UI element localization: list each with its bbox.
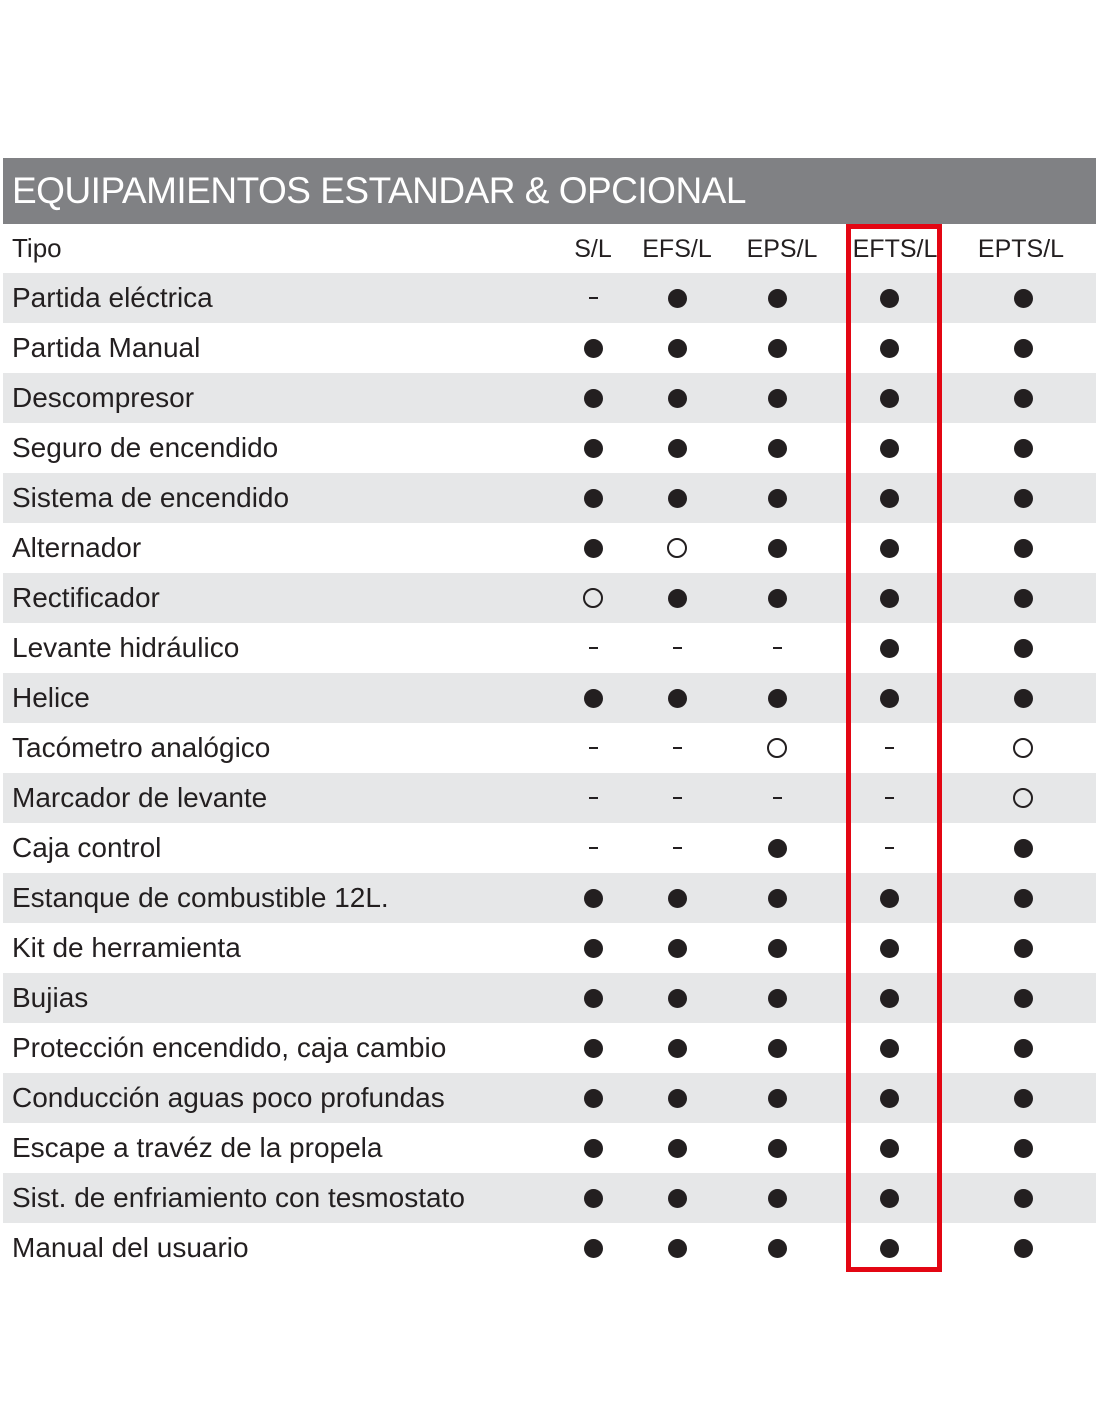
standard-dot-icon	[768, 589, 787, 608]
standard-dot-icon	[1014, 839, 1033, 858]
table-row	[3, 1223, 1096, 1273]
table-row	[3, 973, 1096, 1023]
table-header-row	[3, 224, 1096, 274]
standard-dot-icon	[668, 589, 687, 608]
standard-dot-icon	[1014, 1239, 1033, 1258]
cell-eps-l	[722, 523, 832, 573]
standard-dot-icon	[1014, 589, 1033, 608]
standard-dot-icon	[584, 339, 603, 358]
cell-epts-l	[968, 773, 1078, 823]
optional-circle-icon	[767, 738, 787, 758]
table-row	[3, 373, 1096, 423]
standard-dot-icon	[768, 489, 787, 508]
cell-efts-l	[834, 973, 944, 1023]
cell-eps-l	[722, 923, 832, 973]
cell-efs-l	[622, 1123, 732, 1173]
cell-efts-l	[834, 473, 944, 523]
cell-epts-l	[968, 723, 1078, 773]
table-row	[3, 323, 1096, 373]
cell-efs-l	[622, 973, 732, 1023]
row-label: Descompresor	[12, 382, 195, 413]
standard-dot-icon	[1014, 539, 1033, 558]
cell-epts-l	[968, 823, 1078, 873]
cell-eps-l	[722, 973, 832, 1023]
cell-efts-l	[834, 773, 944, 823]
table-row	[3, 1173, 1096, 1223]
optional-circle-icon	[1013, 788, 1033, 808]
not-available-dash-icon	[589, 797, 598, 799]
standard-dot-icon	[1014, 639, 1033, 658]
cell-eps-l	[722, 323, 832, 373]
cell-efts-l	[834, 1023, 944, 1073]
table-row	[3, 723, 1096, 773]
table-row	[3, 773, 1096, 823]
cell-efs-l	[622, 273, 732, 323]
row-label: Sistema de encendido	[12, 482, 290, 513]
cell-efs-l	[622, 573, 732, 623]
optional-circle-icon	[583, 588, 603, 608]
cell-epts-l	[968, 573, 1078, 623]
cell-epts-l	[968, 473, 1078, 523]
standard-dot-icon	[880, 989, 899, 1008]
cell-efs-l	[622, 373, 732, 423]
cell-efs-l	[622, 1223, 732, 1273]
standard-dot-icon	[668, 1239, 687, 1258]
standard-dot-icon	[1014, 1039, 1033, 1058]
standard-dot-icon	[880, 439, 899, 458]
cell-epts-l	[968, 973, 1078, 1023]
cell-eps-l	[722, 1023, 832, 1073]
not-available-dash-icon	[589, 647, 598, 649]
not-available-dash-icon	[589, 847, 598, 849]
row-label: Escape a travéz de la propela	[12, 1132, 383, 1163]
cell-epts-l	[968, 1073, 1078, 1123]
standard-dot-icon	[880, 639, 899, 658]
cell-efs-l	[622, 423, 732, 473]
standard-dot-icon	[1014, 689, 1033, 708]
standard-dot-icon	[584, 1039, 603, 1058]
row-label: Estanque de combustible 12L.	[12, 882, 389, 913]
standard-dot-icon	[668, 439, 687, 458]
row-label: Sist. de enfriamiento con tesmostato	[12, 1182, 465, 1213]
standard-dot-icon	[880, 489, 899, 508]
not-available-dash-icon	[589, 297, 598, 299]
cell-efts-l	[834, 923, 944, 973]
standard-dot-icon	[1014, 1089, 1033, 1108]
cell-efs-l	[622, 823, 732, 873]
row-label: Alternador	[12, 532, 142, 563]
cell-efs-l	[622, 623, 732, 673]
standard-dot-icon	[768, 539, 787, 558]
cell-efs-l	[622, 523, 732, 573]
standard-dot-icon	[880, 1239, 899, 1258]
standard-dot-icon	[668, 1089, 687, 1108]
standard-dot-icon	[1014, 939, 1033, 958]
cell-epts-l	[968, 1123, 1078, 1173]
standard-dot-icon	[768, 439, 787, 458]
standard-dot-icon	[668, 889, 687, 908]
standard-dot-icon	[880, 1139, 899, 1158]
cell-eps-l	[722, 1223, 832, 1273]
standard-dot-icon	[880, 289, 899, 308]
cell-eps-l	[722, 373, 832, 423]
standard-dot-icon	[1014, 1139, 1033, 1158]
not-available-dash-icon	[885, 747, 894, 749]
standard-dot-icon	[584, 939, 603, 958]
standard-dot-icon	[1014, 339, 1033, 358]
standard-dot-icon	[584, 1089, 603, 1108]
cell-epts-l	[968, 673, 1078, 723]
cell-efts-l	[834, 1073, 944, 1123]
table-row	[3, 923, 1096, 973]
standard-dot-icon	[668, 1039, 687, 1058]
cell-efts-l	[834, 423, 944, 473]
standard-dot-icon	[880, 339, 899, 358]
table-row	[3, 473, 1096, 523]
row-label: Caja control	[12, 832, 162, 863]
row-label: Marcador de levante	[12, 782, 268, 813]
header-col-eps-l: EPS/L	[746, 235, 818, 263]
standard-dot-icon	[768, 1239, 787, 1258]
cell-eps-l	[722, 823, 832, 873]
cell-epts-l	[968, 873, 1078, 923]
cell-efts-l	[834, 573, 944, 623]
cell-efs-l	[622, 1073, 732, 1123]
standard-dot-icon	[768, 689, 787, 708]
cell-epts-l	[968, 323, 1078, 373]
standard-dot-icon	[768, 289, 787, 308]
cell-efs-l	[622, 323, 732, 373]
cell-epts-l	[968, 1023, 1078, 1073]
standard-dot-icon	[584, 1239, 603, 1258]
header-col-efs-l: EFS/L	[642, 235, 712, 263]
table-title-bar	[3, 158, 1096, 224]
standard-dot-icon	[880, 589, 899, 608]
not-available-dash-icon	[673, 747, 682, 749]
table-row	[3, 1123, 1096, 1173]
standard-dot-icon	[768, 1189, 787, 1208]
cell-efs-l	[622, 473, 732, 523]
row-label: Partida eléctrica	[12, 282, 213, 313]
standard-dot-icon	[768, 339, 787, 358]
standard-dot-icon	[668, 389, 687, 408]
cell-epts-l	[968, 1173, 1078, 1223]
cell-efts-l	[834, 823, 944, 873]
cell-epts-l	[968, 1223, 1078, 1273]
cell-efts-l	[834, 373, 944, 423]
not-available-dash-icon	[885, 847, 894, 849]
cell-epts-l	[968, 923, 1078, 973]
row-label: Levante hidráulico	[12, 632, 240, 663]
cell-efts-l	[834, 873, 944, 923]
cell-eps-l	[722, 573, 832, 623]
standard-dot-icon	[768, 389, 787, 408]
standard-dot-icon	[1014, 439, 1033, 458]
standard-dot-icon	[1014, 889, 1033, 908]
cell-efts-l	[834, 273, 944, 323]
standard-dot-icon	[880, 1039, 899, 1058]
cell-efs-l	[622, 923, 732, 973]
standard-dot-icon	[668, 989, 687, 1008]
cell-eps-l	[722, 423, 832, 473]
table-row	[3, 873, 1096, 923]
header-col-s-l: S/L	[574, 235, 612, 263]
table-row	[3, 673, 1096, 723]
cell-efts-l	[834, 1123, 944, 1173]
standard-dot-icon	[880, 539, 899, 558]
row-label: Partida Manual	[12, 332, 201, 363]
cell-eps-l	[722, 473, 832, 523]
standard-dot-icon	[584, 889, 603, 908]
standard-dot-icon	[1014, 389, 1033, 408]
cell-eps-l	[722, 1123, 832, 1173]
standard-dot-icon	[584, 1189, 603, 1208]
standard-dot-icon	[668, 939, 687, 958]
standard-dot-icon	[1014, 289, 1033, 308]
standard-dot-icon	[668, 1189, 687, 1208]
not-available-dash-icon	[773, 647, 782, 649]
standard-dot-icon	[880, 389, 899, 408]
row-label: Helice	[12, 682, 90, 713]
standard-dot-icon	[584, 389, 603, 408]
standard-dot-icon	[584, 489, 603, 508]
cell-efs-l	[622, 773, 732, 823]
table-row	[3, 523, 1096, 573]
standard-dot-icon	[768, 1039, 787, 1058]
standard-dot-icon	[584, 539, 603, 558]
standard-dot-icon	[880, 939, 899, 958]
standard-dot-icon	[768, 939, 787, 958]
cell-eps-l	[722, 1073, 832, 1123]
table-title: EQUIPAMIENTOS ESTANDAR & OPCIONAL	[12, 170, 746, 211]
standard-dot-icon	[880, 889, 899, 908]
standard-dot-icon	[584, 989, 603, 1008]
cell-eps-l	[722, 773, 832, 823]
cell-eps-l	[722, 623, 832, 673]
cell-efts-l	[834, 1173, 944, 1223]
cell-efts-l	[834, 723, 944, 773]
not-available-dash-icon	[673, 647, 682, 649]
row-label: Conducción aguas poco profundas	[12, 1082, 445, 1113]
standard-dot-icon	[768, 989, 787, 1008]
row-label: Manual del usuario	[12, 1232, 249, 1263]
standard-dot-icon	[668, 489, 687, 508]
cell-efts-l	[834, 323, 944, 373]
row-label: Tacómetro analógico	[12, 732, 271, 763]
table-row	[3, 1073, 1096, 1123]
standard-dot-icon	[768, 889, 787, 908]
standard-dot-icon	[584, 1139, 603, 1158]
cell-efts-l	[834, 523, 944, 573]
header-col-epts-l: EPTS/L	[977, 235, 1065, 263]
row-label: Seguro de encendido	[12, 432, 279, 463]
cell-epts-l	[968, 523, 1078, 573]
cell-efs-l	[622, 1173, 732, 1223]
table-row	[3, 1023, 1096, 1073]
standard-dot-icon	[584, 689, 603, 708]
cell-epts-l	[968, 273, 1078, 323]
standard-dot-icon	[1014, 989, 1033, 1008]
header-col-efts-l: EFTS/L	[852, 235, 938, 263]
not-available-dash-icon	[673, 847, 682, 849]
row-label: Bujias	[12, 982, 89, 1013]
cell-eps-l	[722, 673, 832, 723]
not-available-dash-icon	[885, 797, 894, 799]
standard-dot-icon	[768, 839, 787, 858]
standard-dot-icon	[668, 689, 687, 708]
cell-efts-l	[834, 1223, 944, 1273]
standard-dot-icon	[880, 1189, 899, 1208]
cell-efs-l	[622, 723, 732, 773]
not-available-dash-icon	[589, 747, 598, 749]
standard-dot-icon	[1014, 489, 1033, 508]
cell-eps-l	[722, 723, 832, 773]
standard-dot-icon	[880, 1089, 899, 1108]
cell-efts-l	[834, 673, 944, 723]
standard-dot-icon	[668, 339, 687, 358]
cell-efs-l	[622, 1023, 732, 1073]
cell-efts-l	[834, 623, 944, 673]
header-label-tipo: Tipo	[12, 233, 62, 263]
standard-dot-icon	[768, 1139, 787, 1158]
row-label: Rectificador	[12, 582, 160, 613]
table-row	[3, 273, 1096, 323]
cell-efs-l	[622, 673, 732, 723]
cell-epts-l	[968, 373, 1078, 423]
row-label: Protección encendido, caja cambio	[12, 1032, 447, 1063]
row-label: Kit de herramienta	[12, 932, 241, 963]
cell-epts-l	[968, 423, 1078, 473]
standard-dot-icon	[880, 689, 899, 708]
not-available-dash-icon	[773, 797, 782, 799]
cell-efs-l	[622, 873, 732, 923]
cell-eps-l	[722, 873, 832, 923]
standard-dot-icon	[768, 1089, 787, 1108]
optional-circle-icon	[667, 538, 687, 558]
standard-dot-icon	[1014, 1189, 1033, 1208]
table-row	[3, 573, 1096, 623]
table-row	[3, 823, 1096, 873]
standard-dot-icon	[668, 289, 687, 308]
cell-eps-l	[722, 273, 832, 323]
table-row	[3, 423, 1096, 473]
table-row	[3, 623, 1096, 673]
cell-eps-l	[722, 1173, 832, 1223]
standard-dot-icon	[668, 1139, 687, 1158]
not-available-dash-icon	[673, 797, 682, 799]
standard-dot-icon	[584, 439, 603, 458]
cell-epts-l	[968, 623, 1078, 673]
optional-circle-icon	[1013, 738, 1033, 758]
